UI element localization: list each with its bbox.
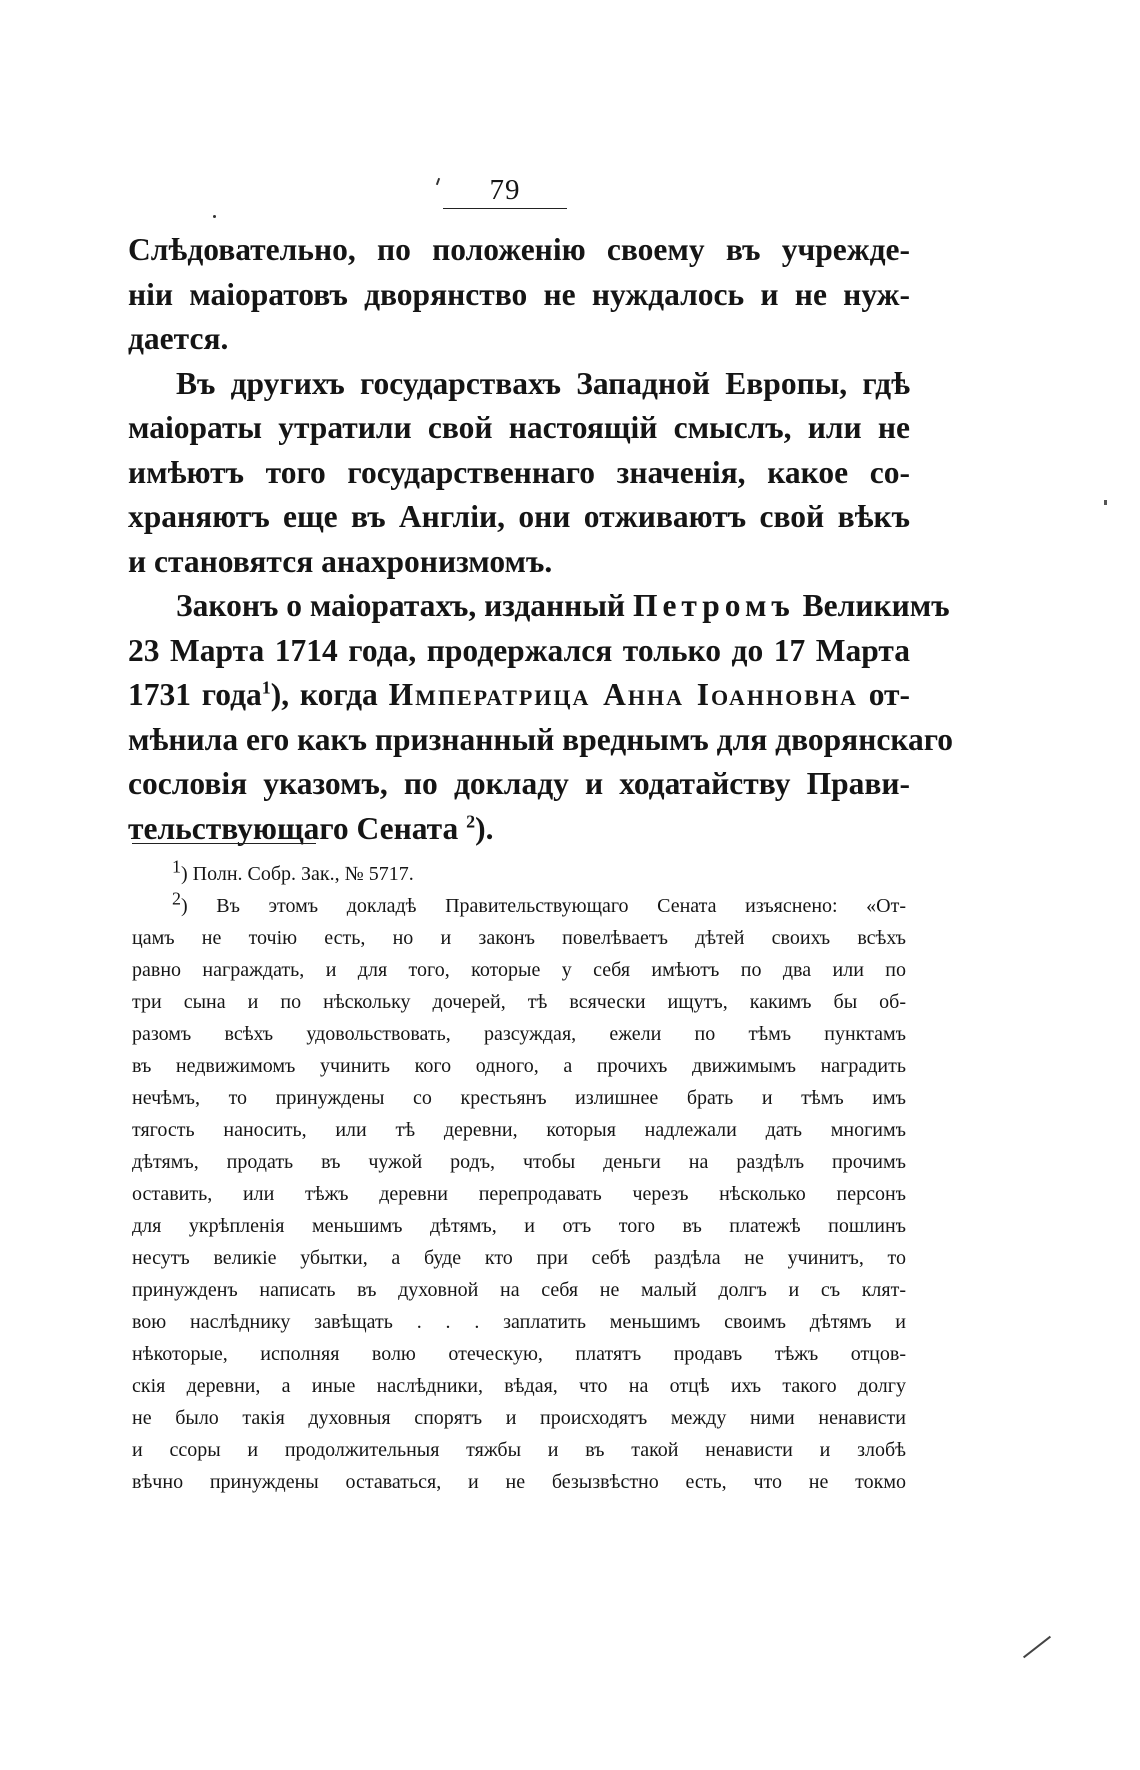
footnote-2-continuation bbox=[132, 922, 906, 1498]
footnote-line: вою наслѣднику завѣщать . . . заплатить меньшимъ своимъ дѣтямъ и bbox=[132, 1311, 906, 1333]
text-run: Законъ о маіоратахъ, изданный bbox=[176, 588, 633, 623]
pencil-stroke bbox=[1023, 1636, 1051, 1659]
text-line: маіораты утратили свой настоящій смыслъ, или не bbox=[128, 410, 910, 445]
footnote-line: разомъ всѣхъ удовольствовать, разсуждая, ежели по тѣмъ пунктамъ bbox=[132, 1023, 906, 1045]
footnote-line: три сына и по нѣскольку дочерей, тѣ всячески ищутъ, какимъ бы об- bbox=[132, 991, 906, 1013]
text-line bbox=[128, 807, 910, 852]
footnote-2 bbox=[132, 890, 906, 922]
footnote-ref: 1 bbox=[261, 677, 271, 698]
text-run: от- bbox=[857, 677, 910, 712]
text-line: ніи маіоратовъ дворянство не нуждалось и не нуж- bbox=[128, 276, 910, 312]
text-line: 23 Марта 1714 года, продержался только до 17 Марта bbox=[128, 632, 910, 668]
text-run: 1731 года bbox=[128, 677, 262, 712]
text-line: Въ другихъ государствахъ Западной Европы, гдѣ bbox=[176, 365, 910, 401]
page-number: 79 bbox=[443, 172, 567, 209]
text-run: тельствующаго Сената bbox=[128, 810, 467, 846]
footnote-marker: 2 bbox=[172, 888, 181, 909]
footnote-line: оставить, или тѣжъ деревни перепродавать черезъ нѣсколько персонъ bbox=[132, 1183, 906, 1205]
footnote-line: для укрѣпленія меньшимъ дѣтямъ, и отъ того въ платежѣ пошлинъ bbox=[132, 1215, 906, 1237]
print-speck bbox=[436, 178, 440, 185]
footnote-line: тягость наносить, или тѣ деревни, которыя надлежали дать многимъ bbox=[132, 1119, 906, 1141]
text-line: имѣютъ того государственнаго значенія, какое со- bbox=[128, 454, 910, 490]
footnote-ref: 2 bbox=[466, 811, 476, 831]
person-name: Императрица Анна Іоанновна bbox=[388, 677, 858, 712]
footnote-line: несутъ великіе убытки, а буде кто при себѣ раздѣла не учинитъ, то bbox=[132, 1247, 906, 1269]
body-text bbox=[128, 228, 954, 851]
text-line: сословія указомъ, по докладу и ходатайству Прави- bbox=[128, 766, 910, 801]
footnote-line: не было такія духовныя спорятъ и происходятъ между ними ненависти bbox=[132, 1407, 906, 1429]
text-line bbox=[128, 584, 950, 629]
text-line bbox=[128, 673, 910, 718]
footnote-marker: 1 bbox=[172, 856, 181, 877]
text-line: храняютъ еще въ Англіи, они отживаютъ свой вѣкъ bbox=[128, 499, 910, 534]
footnote-line: цамъ не точію есть, но и законъ повелѣваетъ дѣтей своихъ всѣхъ bbox=[132, 927, 906, 949]
footnote-1 bbox=[132, 858, 906, 890]
footnote-text: ) Полн. Собр. Зак., № 5717. bbox=[181, 863, 414, 885]
text-line: дается. bbox=[128, 321, 229, 356]
footnote-line: скія деревни, а иные наслѣдники, вѣдая, что на отцѣ ихъ такого долгу bbox=[132, 1375, 906, 1397]
footnote-line: принужденъ написать въ духовной на себя не малый долгъ и съ клят- bbox=[132, 1279, 906, 1301]
print-speck bbox=[1104, 500, 1107, 505]
footnote-line: дѣтямъ, продать въ чужой родъ, чтобы деньги на раздѣлъ прочимъ bbox=[132, 1151, 906, 1173]
footnote-divider bbox=[132, 843, 316, 844]
text-run: ), когда bbox=[270, 677, 389, 712]
footnote-line: равно награждать, и для того, которые у себя имѣютъ по два или по bbox=[132, 959, 906, 981]
footnote-line: и ссоры и продолжительныя тяжбы и въ такой ненависти и злобѣ bbox=[132, 1439, 906, 1461]
footnote-text: ) Въ этомъ докладѣ Правительствующаго Сената изъяснено: «От- bbox=[181, 895, 906, 917]
person-name: Петромъ bbox=[632, 588, 795, 623]
text-line: мѣнила его какъ признанный вреднымъ для дворянскаго bbox=[128, 721, 954, 757]
footnote-line: нѣкоторые, исполняя волю отеческую, платятъ продавъ тѣжъ отцов- bbox=[132, 1343, 906, 1365]
footnote-line: въ недвижимомъ учинить кого одного, а прочихъ движимымъ наградить bbox=[132, 1055, 906, 1077]
text-line: и становятся анахронизмомъ. bbox=[128, 543, 553, 579]
print-speck bbox=[213, 215, 216, 218]
text-run: ). bbox=[475, 810, 494, 846]
footnotes bbox=[132, 858, 906, 1498]
footnote-line: нечѣмъ, то принуждены со крестьянъ излишнее брать и тѣмъ имъ bbox=[132, 1087, 906, 1109]
text-run: Великимъ bbox=[794, 588, 950, 623]
footnote-line: вѣчно принуждены оставаться, и не безызвѣстно есть, что не токмо bbox=[132, 1471, 906, 1493]
text-line: Слѣдовательно, по положенію своему въ учрежде- bbox=[128, 232, 910, 267]
